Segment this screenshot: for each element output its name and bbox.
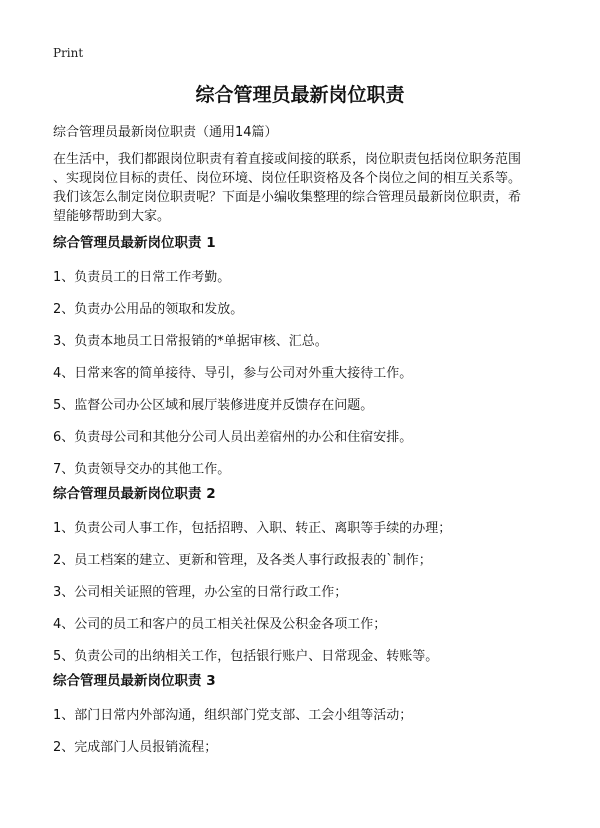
list-item: 1、负责员工的日常工作考勤。 bbox=[53, 270, 231, 285]
section-2 bbox=[53, 484, 553, 679]
section-3 bbox=[53, 671, 553, 770]
document-subtitle: 综合管理员最新岗位职责（通用14篇） bbox=[53, 125, 278, 140]
list-item: 2、员工档案的建立、更新和管理，及各类人事行政报表的`制作； bbox=[53, 553, 432, 568]
section-heading: 综合管理员最新岗位职责 2 bbox=[53, 486, 216, 502]
section-heading: 综合管理员最新岗位职责 3 bbox=[53, 673, 216, 689]
page-title: 综合管理员最新岗位职责 bbox=[195, 84, 405, 106]
intro-paragraph: 在生活中，我们都跟岗位职责有着直接或间接的联系，岗位职责包括岗位职务范围 、实现岗位目标的责任、岗位环境、岗位任职资格及各个岗位之间的相互关系等。 我们该怎么制定岗位职责呢？下面是小编收集整理的综合管理员最新岗位职责，希 望能够帮助到大家。 bbox=[53, 152, 522, 224]
list-item: 6、负责母公司和其他分公司人员出差宿州的办公和住宿安排。 bbox=[53, 430, 413, 445]
list-item: 2、完成部门人员报销流程； bbox=[53, 740, 218, 755]
list-item: 7、负责领导交办的其他工作。 bbox=[53, 462, 231, 477]
list-item: 5、监督公司办公区域和展厅装修进度并反馈存在问题。 bbox=[53, 398, 374, 413]
list-item: 4、日常来客的简单接待、导引，参与公司对外重大接待工作。 bbox=[53, 366, 413, 381]
section-heading: 综合管理员最新岗位职责 1 bbox=[53, 235, 216, 251]
list-item: 5、负责公司的出纳相关工作，包括银行账户、日常现金、转账等。 bbox=[53, 649, 439, 664]
list-item: 1、负责公司人事工作，包括招聘、入职、转正、离职等手续的办理； bbox=[53, 521, 452, 536]
list-item: 1、部门日常内外部沟通，组织部门党支部、工会小组等活动； bbox=[53, 708, 413, 723]
list-item: 4、公司的员工和客户的员工相关社保及公积金各项工作； bbox=[53, 617, 387, 632]
print-link[interactable]: Print bbox=[53, 46, 84, 60]
list-item: 2、负责办公用品的领取和发放。 bbox=[53, 302, 244, 317]
list-item: 3、公司相关证照的管理，办公室的日常行政工作； bbox=[53, 585, 348, 600]
list-item: 3、负责本地员工日常报销的*单据审核、汇总。 bbox=[53, 334, 328, 349]
section-1 bbox=[53, 233, 553, 492]
